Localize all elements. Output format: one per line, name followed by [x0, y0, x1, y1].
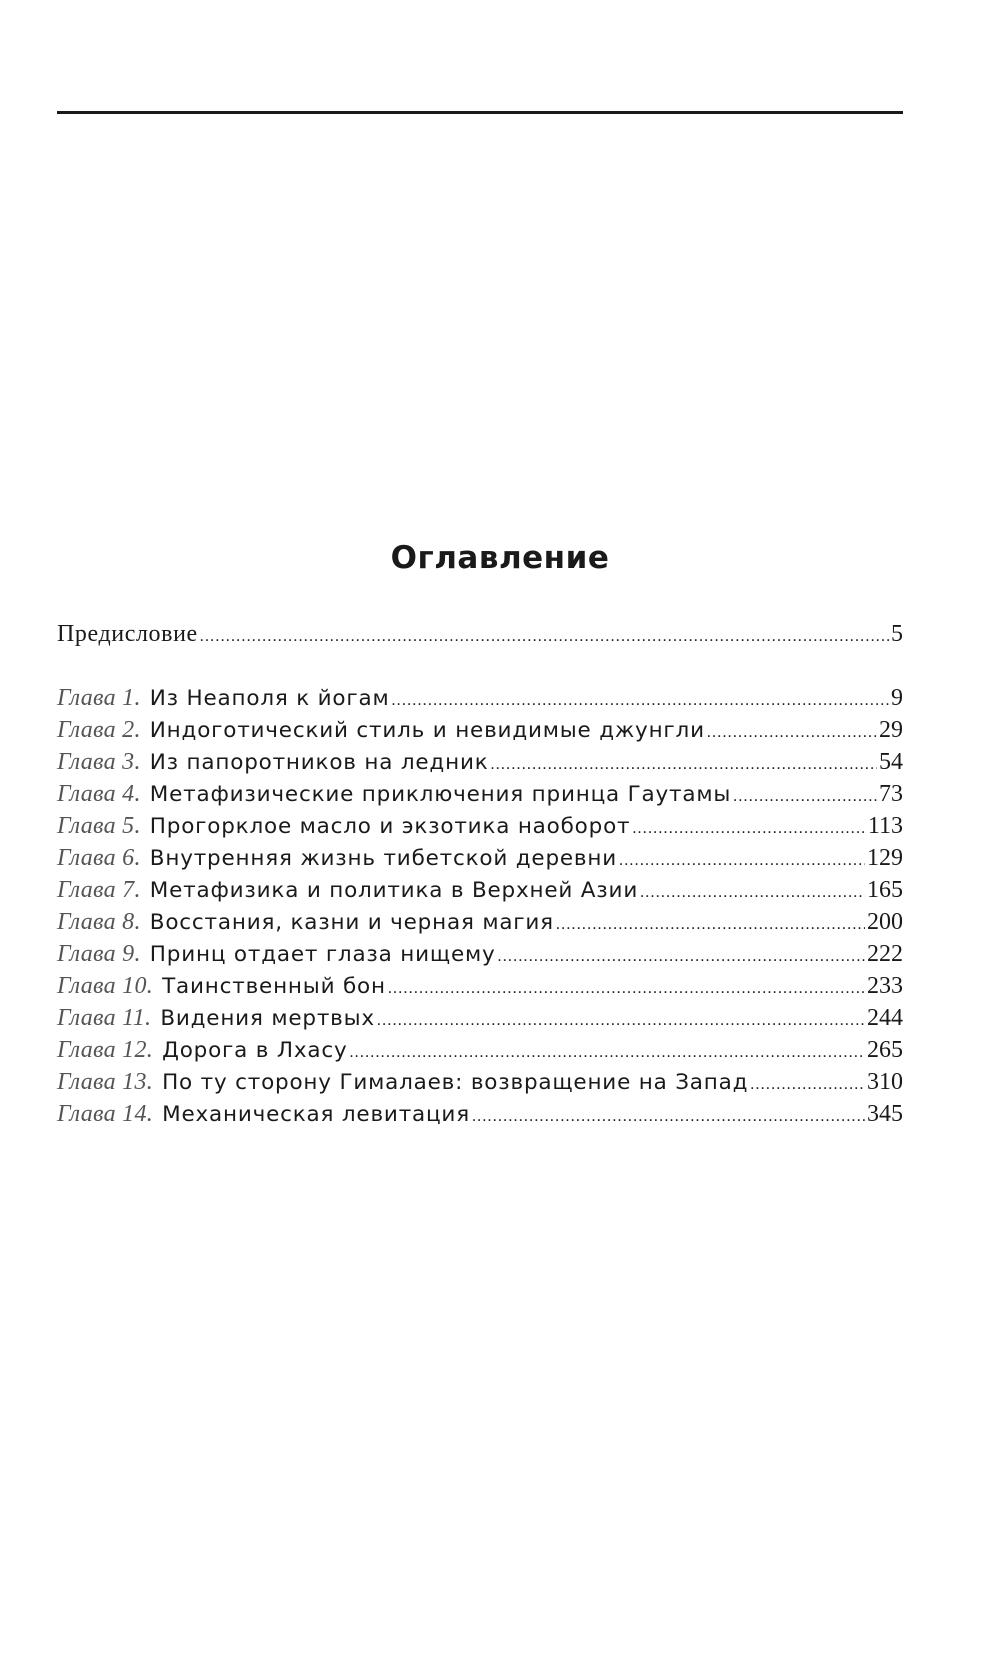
chapter-title: Дорога в Лхасу — [162, 1038, 348, 1063]
dot-leader — [556, 909, 865, 941]
top-rule-divider — [57, 111, 903, 114]
toc-entry-chapter-3[interactable] — [57, 746, 903, 778]
dot-leader — [377, 1005, 865, 1037]
dot-leader — [632, 813, 866, 845]
chapter-label: Глава 2. — [57, 717, 141, 743]
chapter-page: 129 — [867, 845, 903, 871]
toc-entry-chapter-13[interactable] — [57, 1066, 903, 1098]
chapter-label: Глава 3. — [57, 749, 141, 775]
toc-entry-preface[interactable] — [57, 618, 903, 652]
chapter-title: Видения мертвых — [160, 1006, 375, 1031]
chapter-page: 233 — [867, 973, 903, 999]
chapter-label: Глава 10. — [57, 973, 154, 999]
chapter-page: 345 — [867, 1101, 903, 1127]
toc-entry-chapter-4[interactable] — [57, 778, 903, 810]
dot-leader — [750, 1069, 865, 1101]
toc-heading: Оглавление — [390, 540, 610, 576]
dot-leader — [472, 1101, 865, 1133]
toc-entry-chapter-6[interactable] — [57, 842, 903, 874]
dot-leader — [388, 973, 865, 1005]
toc-entry-page: 5 — [891, 621, 903, 647]
chapter-page: 9 — [891, 685, 903, 711]
toc-entry-chapter-5[interactable] — [57, 810, 903, 842]
toc-entry-chapter-7[interactable] — [57, 874, 903, 906]
toc-entry-chapter-1[interactable] — [57, 682, 903, 714]
chapter-page: 265 — [867, 1037, 903, 1063]
chapter-title: Таинственный бон — [162, 974, 386, 999]
chapter-title: Механическая левитация — [162, 1102, 470, 1127]
toc-entry-chapter-8[interactable] — [57, 906, 903, 938]
dot-leader — [491, 749, 877, 781]
chapter-label: Глава 12. — [57, 1037, 154, 1063]
chapter-title: Из папоротников на ледник — [149, 750, 489, 775]
chapter-title: Метафизика и политика в Верхней Азии — [149, 878, 639, 903]
chapter-page: 54 — [879, 749, 903, 775]
chapter-label: Глава 6. — [57, 845, 141, 871]
chapter-title: Метафизические приключения принца Гаутамы — [149, 782, 732, 807]
toc-entry-chapter-10[interactable] — [57, 970, 903, 1002]
chapter-title: По ту сторону Гималаев: возвращение на Запад — [162, 1070, 749, 1095]
dot-leader — [349, 1037, 865, 1069]
chapter-page: 73 — [879, 781, 903, 807]
chapter-label: Глава 11. — [57, 1005, 152, 1031]
dot-leader — [498, 941, 865, 973]
chapter-label: Глава 1. — [57, 685, 141, 711]
toc-entry-chapter-9[interactable] — [57, 938, 903, 970]
chapter-page: 29 — [879, 717, 903, 743]
toc-entry-chapter-12[interactable] — [57, 1034, 903, 1066]
chapter-label: Глава 4. — [57, 781, 141, 807]
chapter-title: Внутренняя жизнь тибетской деревни — [149, 846, 618, 871]
dot-leader — [200, 621, 889, 653]
dot-leader — [707, 717, 877, 749]
chapter-page: 310 — [867, 1069, 903, 1095]
chapter-title: Из Неаполя к йогам — [149, 686, 390, 711]
dot-leader — [733, 781, 877, 813]
dot-leader — [619, 845, 865, 877]
toc-entry-title: Предисловие — [57, 621, 198, 647]
chapter-label: Глава 14. — [57, 1101, 154, 1127]
chapter-title: Восстания, казни и черная магия — [149, 910, 554, 935]
chapter-label: Глава 13. — [57, 1069, 154, 1095]
toc-entry-chapter-2[interactable] — [57, 714, 903, 746]
chapter-page: 113 — [867, 813, 903, 839]
dot-leader — [640, 877, 865, 909]
toc-entry-chapter-11[interactable] — [57, 1002, 903, 1034]
chapter-label: Глава 7. — [57, 877, 141, 903]
chapter-title: Прогорклое масло и экзотика наоборот — [149, 814, 631, 839]
toc-entry-chapter-14[interactable] — [57, 1098, 903, 1130]
dot-leader — [391, 685, 889, 717]
chapter-label: Глава 8. — [57, 909, 141, 935]
chapter-label: Глава 5. — [57, 813, 141, 839]
chapter-page: 222 — [867, 941, 903, 967]
chapter-page: 244 — [867, 1005, 903, 1031]
chapter-page: 165 — [867, 877, 903, 903]
table-of-contents — [57, 618, 903, 1130]
chapter-label: Глава 9. — [57, 941, 141, 967]
chapter-title: Принц отдает глаза нищему — [149, 942, 496, 967]
chapter-title: Индоготический стиль и невидимые джунгли — [149, 718, 705, 743]
chapter-page: 200 — [867, 909, 903, 935]
